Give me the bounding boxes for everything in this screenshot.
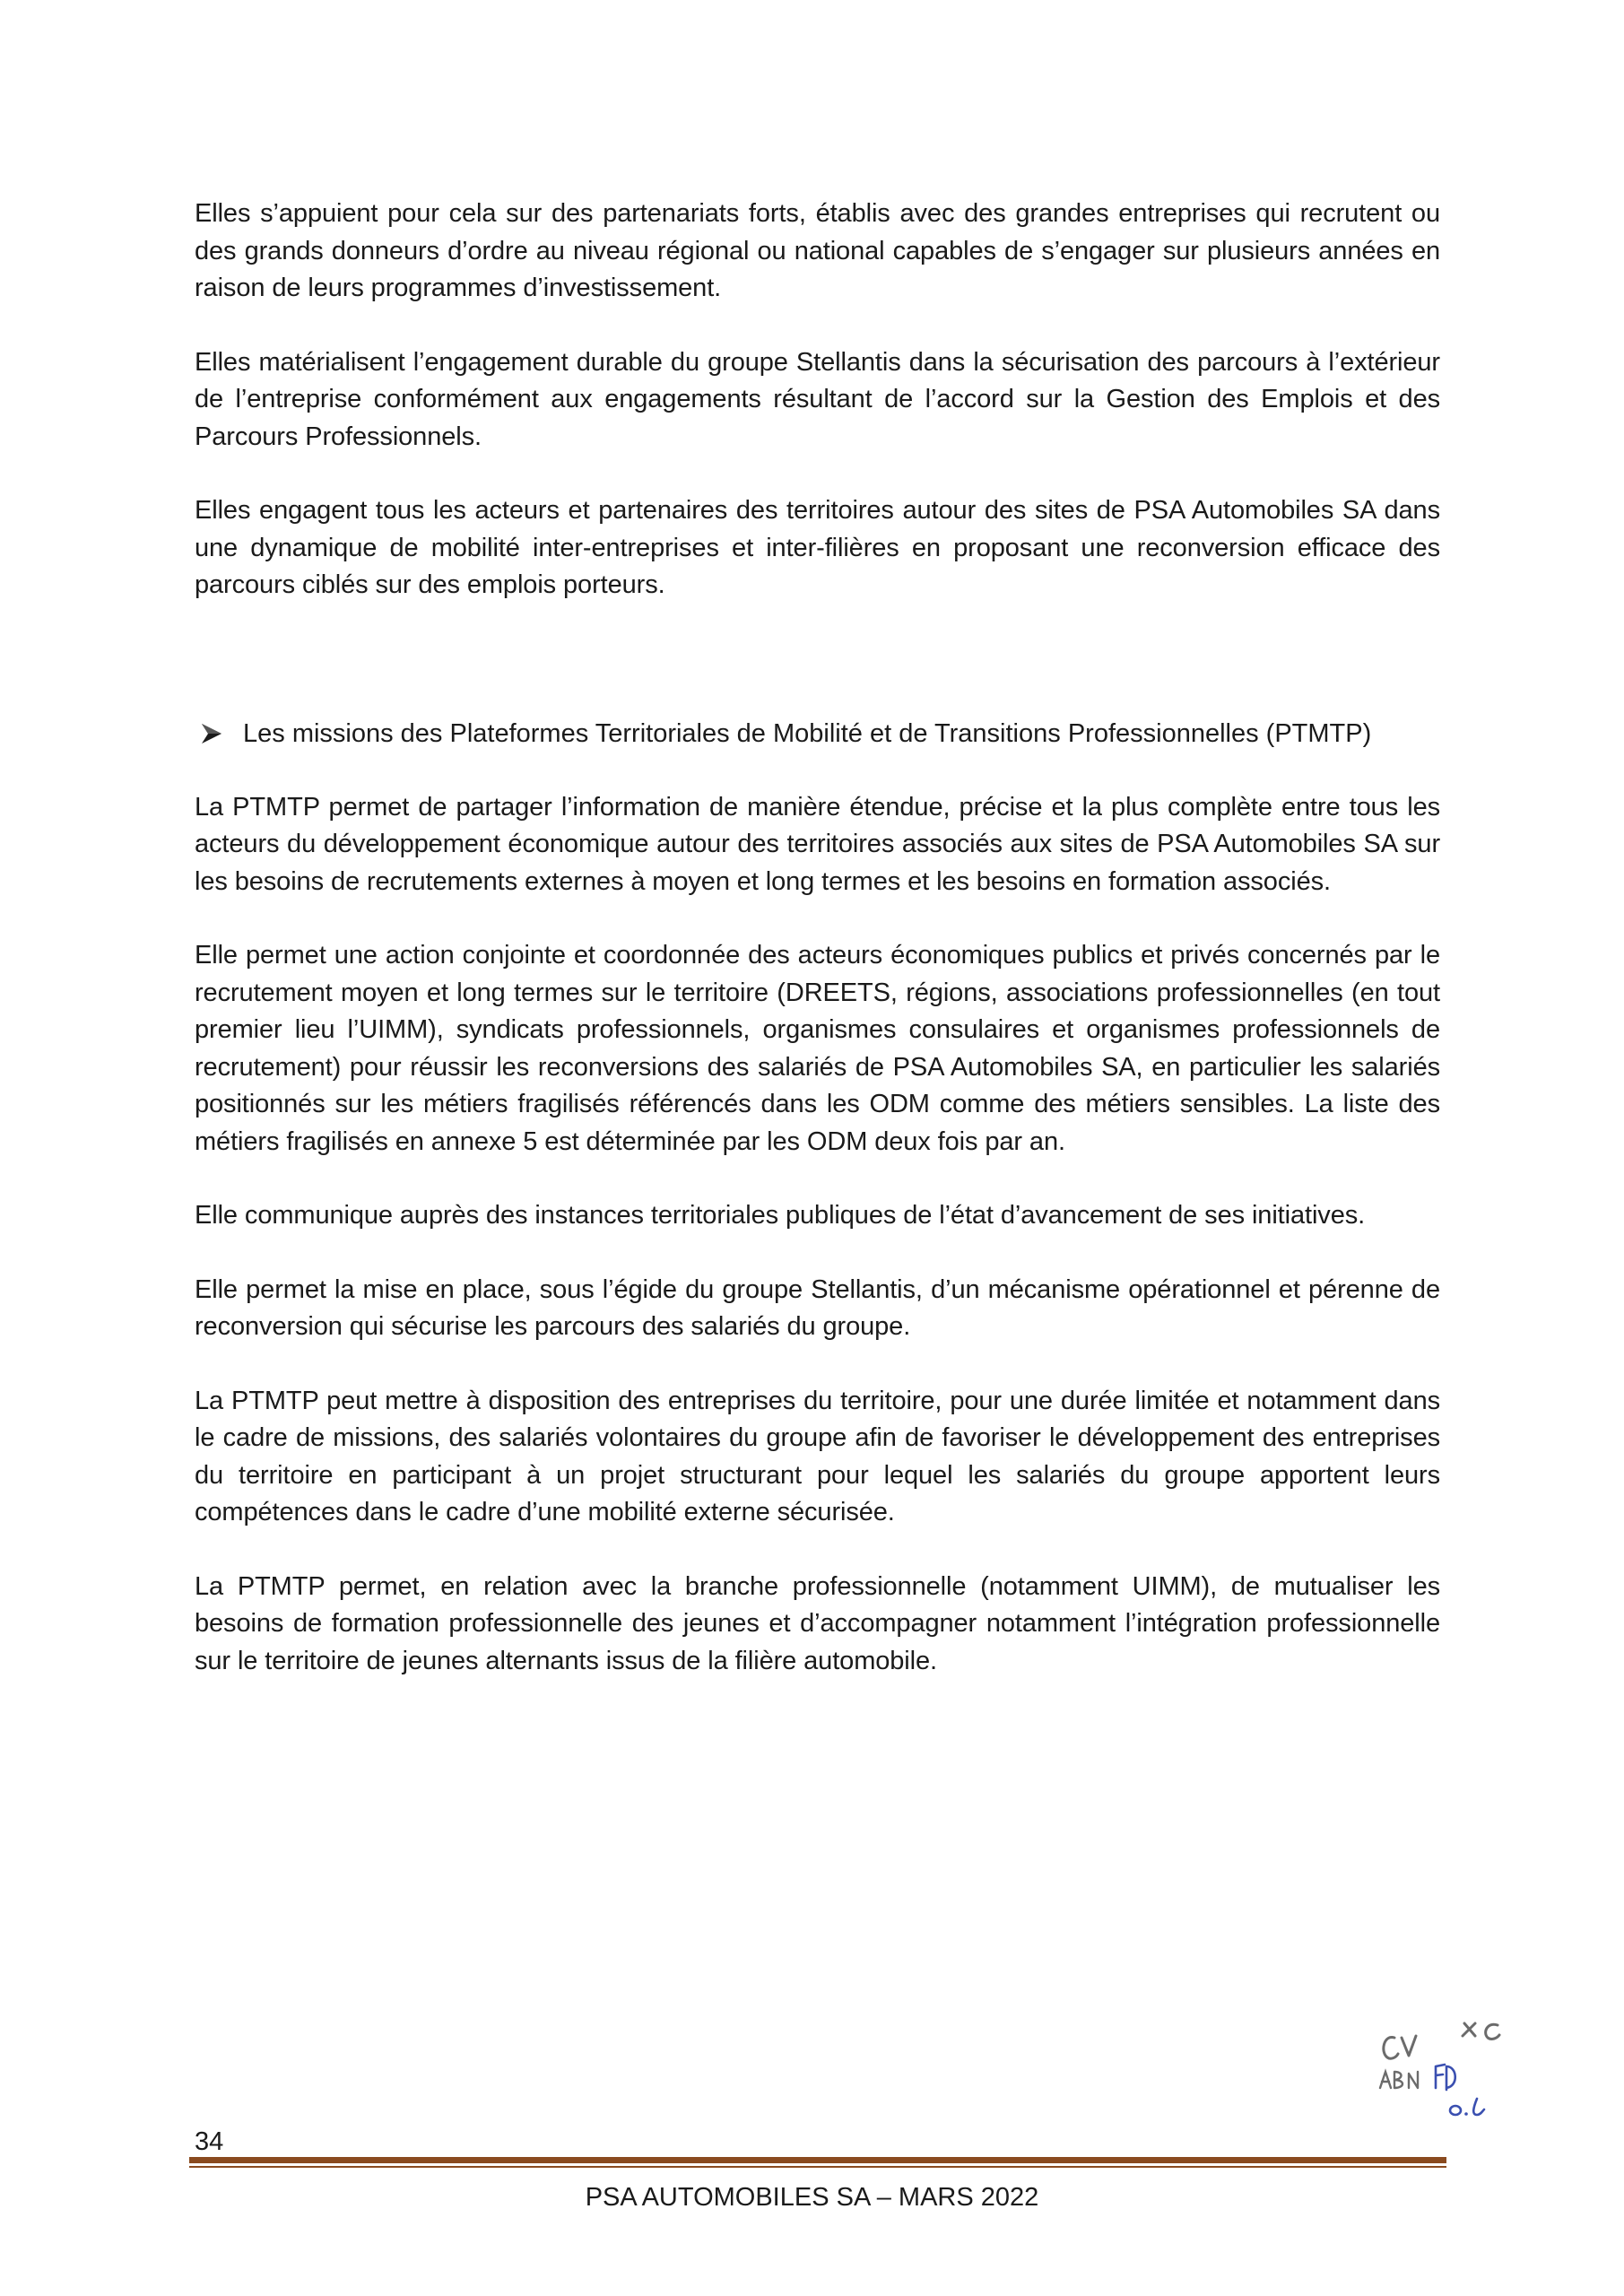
footer-rule <box>189 2157 1446 2163</box>
paragraph: La PTMTP permet de partager l’information de manière étendue, précise et la plus complète entre tous les acteurs du développement économique autour des territoires associés aux sites de PSA Automobiles SA sur les besoins de recrutements externes à moyen et long termes et les besoins en formation associés. <box>195 792 1440 896</box>
section-heading-text: Les missions des Plateformes Territoriales de Mobilité et de Transitions Professionnelles (PTMTP) <box>243 718 1372 748</box>
section-heading <box>195 716 1440 752</box>
paragraph: Elles engagent tous les acteurs et partenaires des territoires autour des sites de PSA Automobiles SA dans une dynamique de mobilité inter-entreprises et inter-filières en proposant une reconversion efficace des parcours ciblés sur des emplois porteurs. <box>195 496 1440 599</box>
footer-rule-thin <box>189 2166 1446 2168</box>
page-number: 34 <box>195 2127 224 2156</box>
arrow-bullet-icon <box>200 722 223 745</box>
paragraph: Elles s’appuient pour cela sur des partenariats forts, établis avec des grandes entreprises qui recrutent ou des grands donneurs d’ordre au niveau régional ou national capables de s’engager sur plusieurs années en raison de leurs programmes d’investissement. <box>195 199 1440 302</box>
paragraph: La PTMTP peut mettre à disposition des entreprises du territoire, pour une durée limitée et notamment dans le cadre de missions, des salariés volontaires du groupe afin de favoriser le développement des entreprises du territoire en participant à un projet structurant pour lequel les salariés du groupe apportent leurs compétences dans le cadre d’une mobilité externe sécurisée. <box>195 1386 1440 1526</box>
footer-text: PSA AUTOMOBILES SA – MARS 2022 <box>585 2183 1039 2212</box>
paragraph: La PTMTP permet, en relation avec la branche professionnelle (notamment UIMM), de mutualiser les besoins de formation professionnelle des jeunes et d’accompagner notamment l’intégration professionnelle sur le territoire de jeunes alternants issus de la filière automobile. <box>195 1571 1440 1675</box>
paragraph: Elle permet une action conjointe et coordonnée des acteurs économiques publics et privés concernés par le recrutement moyen et long termes sur le territoire (DREETS, régions, associations professionnelles (en tout premier lieu l’UIMM), syndicats professionnels, organismes consulaires et organismes professionnels de recrutement) pour réussir les reconversions des salariés de PSA Automobiles SA, en particulier les salariés positionnés sur les métiers fragilisés référencés dans les ODM comme des métiers sensibles. La liste des métiers fragilisés en annexe 5 est déterminée par les ODM deux fois par an. <box>195 941 1440 1156</box>
paragraph: Elle permet la mise en place, sous l’égide du groupe Stellantis, d’un mécanisme opérationnel et pérenne de reconversion qui sécurise les parcours des salariés du groupe. <box>195 1274 1440 1341</box>
paragraph: Elle communique auprès des instances territoriales publiques de l’état d’avancement de ses initiatives. <box>195 1201 1366 1230</box>
paragraph: Elles matérialisent l’engagement durable du groupe Stellantis dans la sécurisation des parcours à l’extérieur de l’entreprise conformément aux engagements résultant de l’accord sur la Gestion des Emplois et des Parcours Professionnels. <box>195 347 1440 451</box>
page-body <box>195 196 1440 1680</box>
handwritten-initials <box>1368 2018 1520 2126</box>
